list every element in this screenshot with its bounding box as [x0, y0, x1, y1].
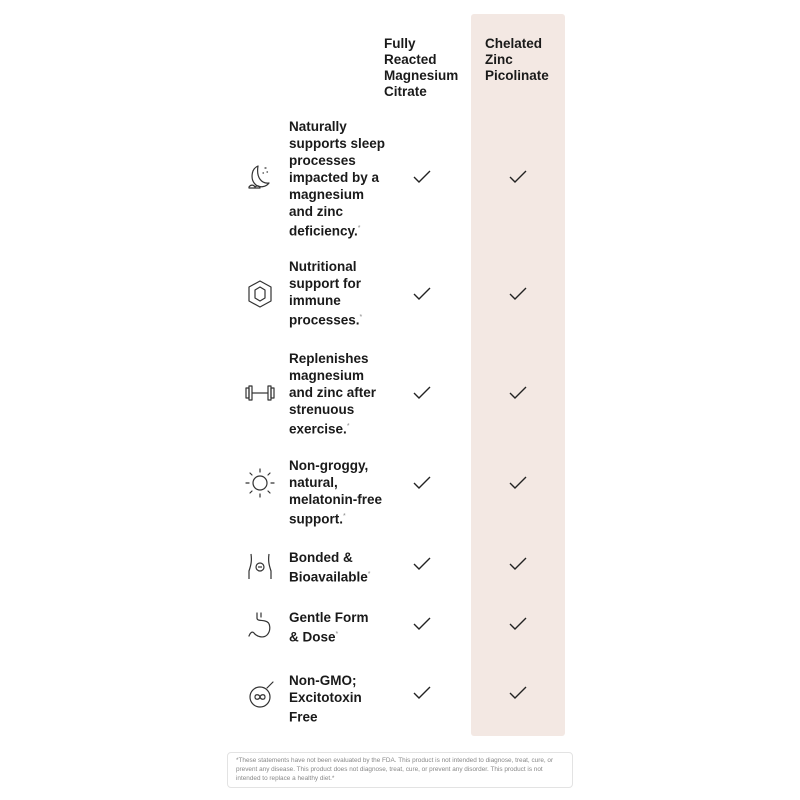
- check-icon: [508, 169, 528, 185]
- sun-icon: [243, 466, 277, 500]
- body-absorption-icon: [243, 549, 277, 583]
- row-label: Bonded & Bioavailable*: [289, 550, 371, 585]
- check-icon: [412, 685, 432, 701]
- check-icon: [508, 475, 528, 491]
- check-icon: [508, 616, 528, 632]
- shield-hexagon-icon: [243, 277, 277, 311]
- row-label: Gentle Form & Dose*: [289, 610, 369, 645]
- no-gmo-icon: [243, 679, 277, 713]
- check-icon: [508, 385, 528, 401]
- row-label: Nutritional support for immune processes.*: [289, 259, 363, 328]
- row-label: Non-GMO; Excitotoxin Free: [289, 673, 362, 725]
- row-label: Replenishes magnesium and zinc after strenuous exercise.*: [289, 351, 377, 437]
- row-label: Naturally supports sleep processes impacted by a magnesium and zinc deficiency.*: [289, 119, 386, 239]
- check-icon: [412, 286, 432, 302]
- check-icon: [412, 475, 432, 491]
- check-icon: [412, 616, 432, 632]
- dumbbell-icon: [243, 376, 277, 410]
- row-label: Non-groggy, natural, melatonin-free support.*: [289, 458, 383, 527]
- check-icon: [412, 385, 432, 401]
- stomach-icon: [243, 609, 277, 643]
- check-icon: [508, 685, 528, 701]
- column-header-zinc: Chelated Zinc Picolinate: [485, 36, 549, 83]
- check-icon: [508, 286, 528, 302]
- fda-disclaimer: *These statements have not been evaluated by the FDA. This product is not intended to diagnose, treat, cure, or prevent any disease. This product does not diagnose, treat, cure, or prevent any disorder. This product is not intended to replace a healthy diet.*: [227, 752, 573, 788]
- check-icon: [508, 556, 528, 572]
- check-icon: [412, 556, 432, 572]
- column-header-magnesium: Fully Reacted Magnesium Citrate: [384, 36, 459, 99]
- check-icon: [412, 169, 432, 185]
- moon-sleep-icon: [243, 160, 277, 194]
